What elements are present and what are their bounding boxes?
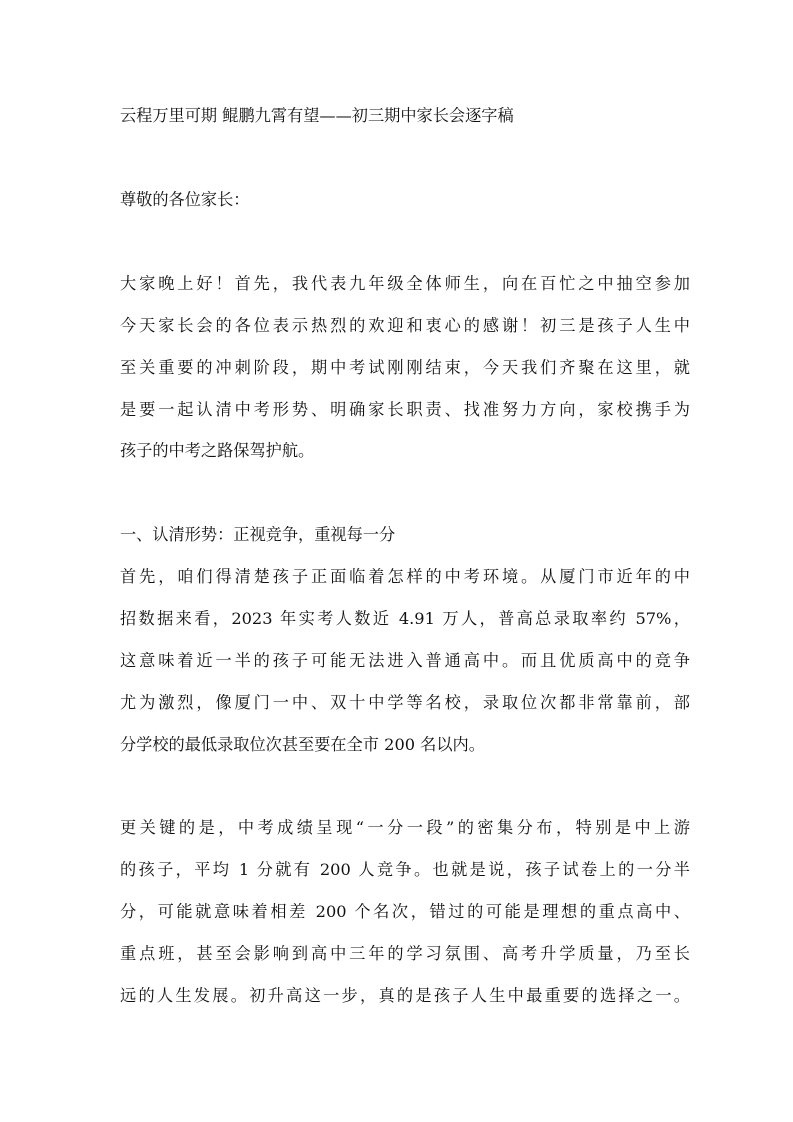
salutation: 尊敬的各位家长： (120, 190, 250, 209)
paragraph-line: 更关键的是，中考成绩呈现“一分一段”的密集分布，特别是中上游 (120, 818, 690, 837)
paragraph-line: 尤为激烈，像厦门一中、双十中学等名校，录取位次都非常靠前，部 (120, 693, 690, 712)
paragraph-line: 大家晚上好！首先，我代表九年级全体师生，向在百忙之中抽空参加 (120, 274, 690, 293)
paragraph-line: 今天家长会的各位表示热烈的欢迎和衷心的感谢！初三是孩子人生中 (120, 316, 690, 335)
paragraph-line: 远的人生发展。初升高这一步，真的是孩子人生中最重要的选择之一。 (120, 986, 690, 1005)
paragraph-line: 至关重要的冲刺阶段，期中考试刚刚结束，今天我们齐聚在这里，就 (120, 358, 690, 377)
paragraph-line: 分，可能就意味着相差 200 个名次，错过的可能是理想的重点高中、 (120, 902, 690, 921)
paragraph-line: 招数据来看，2023 年实考人数近 4.91 万人，普高总录取率约 57%， (120, 609, 690, 628)
paragraph-line: 是要一起认清中考形势、明确家长职责、找准努力方向，家校携手为 (120, 400, 690, 419)
paragraph-line: 分学校的最低录取位次甚至要在全市 200 名以内。 (120, 735, 485, 754)
paragraph-line: 这意味着近一半的孩子可能无法进入普通高中。而且优质高中的竞争 (120, 651, 690, 670)
paragraph-line: 重点班，甚至会影响到高中三年的学习氛围、高考升学质量，乃至长 (120, 944, 690, 963)
paragraph-line: 孩子的中考之路保驾护航。 (120, 441, 315, 460)
paragraph-line: 首先，咱们得清楚孩子正面临着怎样的中考环境。从厦门市近年的中 (120, 567, 690, 586)
document-title: 云程万里可期 鲲鹏九霄有望——初三期中家长会逐字稿 (120, 106, 514, 125)
paragraph-line: 的孩子，平均 1 分就有 200 人竞争。也就是说，孩子试卷上的一分半 (120, 860, 690, 879)
section-heading: 一、认清形势：正视竞争，重视每一分 (120, 525, 396, 544)
